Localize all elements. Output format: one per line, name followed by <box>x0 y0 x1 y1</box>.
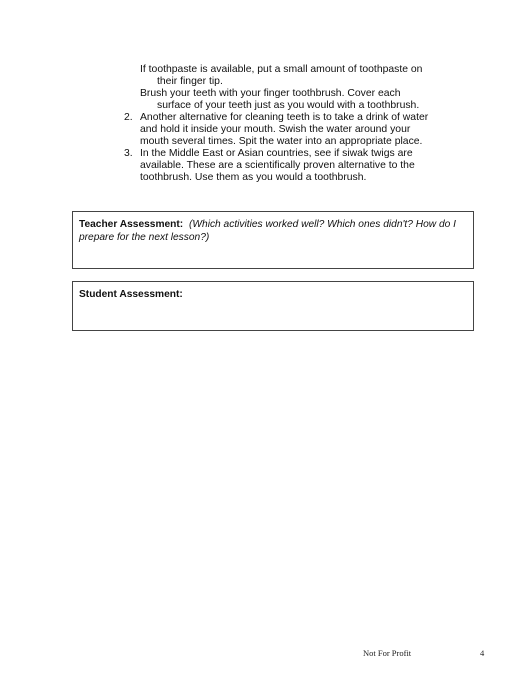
list-item-line: and hold it inside your mouth. Swish the water around your <box>140 124 411 135</box>
paragraph-line: Brush your teeth with your finger toothbrush. Cover each <box>140 88 401 99</box>
teacher-assessment-label: Teacher Assessment: <box>79 219 184 230</box>
list-item-line: toothbrush. Use them as you would a toothbrush. <box>140 172 367 183</box>
student-assessment-label: Student Assessment: <box>79 289 183 300</box>
page-number: 4 <box>480 648 485 658</box>
paragraph-line: their finger tip. <box>157 76 223 87</box>
teacher-assessment-prompt: (Which activities worked well? Which ones didn't? How do I <box>189 219 456 230</box>
list-item-number: 3. <box>124 148 133 159</box>
list-item-line: mouth several times. Spit the water into an appropriate place. <box>140 136 423 147</box>
list-item-line: In the Middle East or Asian countries, see if siwak twigs are <box>140 148 413 159</box>
paragraph-line: surface of your teeth just as you would with a toothbrush. <box>157 100 420 111</box>
footer-notice: Not For Profit <box>363 648 412 658</box>
teacher-assessment-prompt-continued: prepare for the next lesson?) <box>79 231 210 243</box>
list-item-line: available. These are a scientifically proven alternative to the <box>140 160 415 171</box>
paragraph-line: If toothpaste is available, put a small amount of toothpaste on <box>140 64 423 75</box>
student-assessment-box[interactable] <box>72 281 474 331</box>
list-item-number: 2. <box>124 112 133 123</box>
list-item-line: Another alternative for cleaning teeth is to take a drink of water <box>140 112 429 123</box>
teacher-assessment-box[interactable] <box>72 211 474 269</box>
teacher-assessment-text <box>79 219 467 232</box>
